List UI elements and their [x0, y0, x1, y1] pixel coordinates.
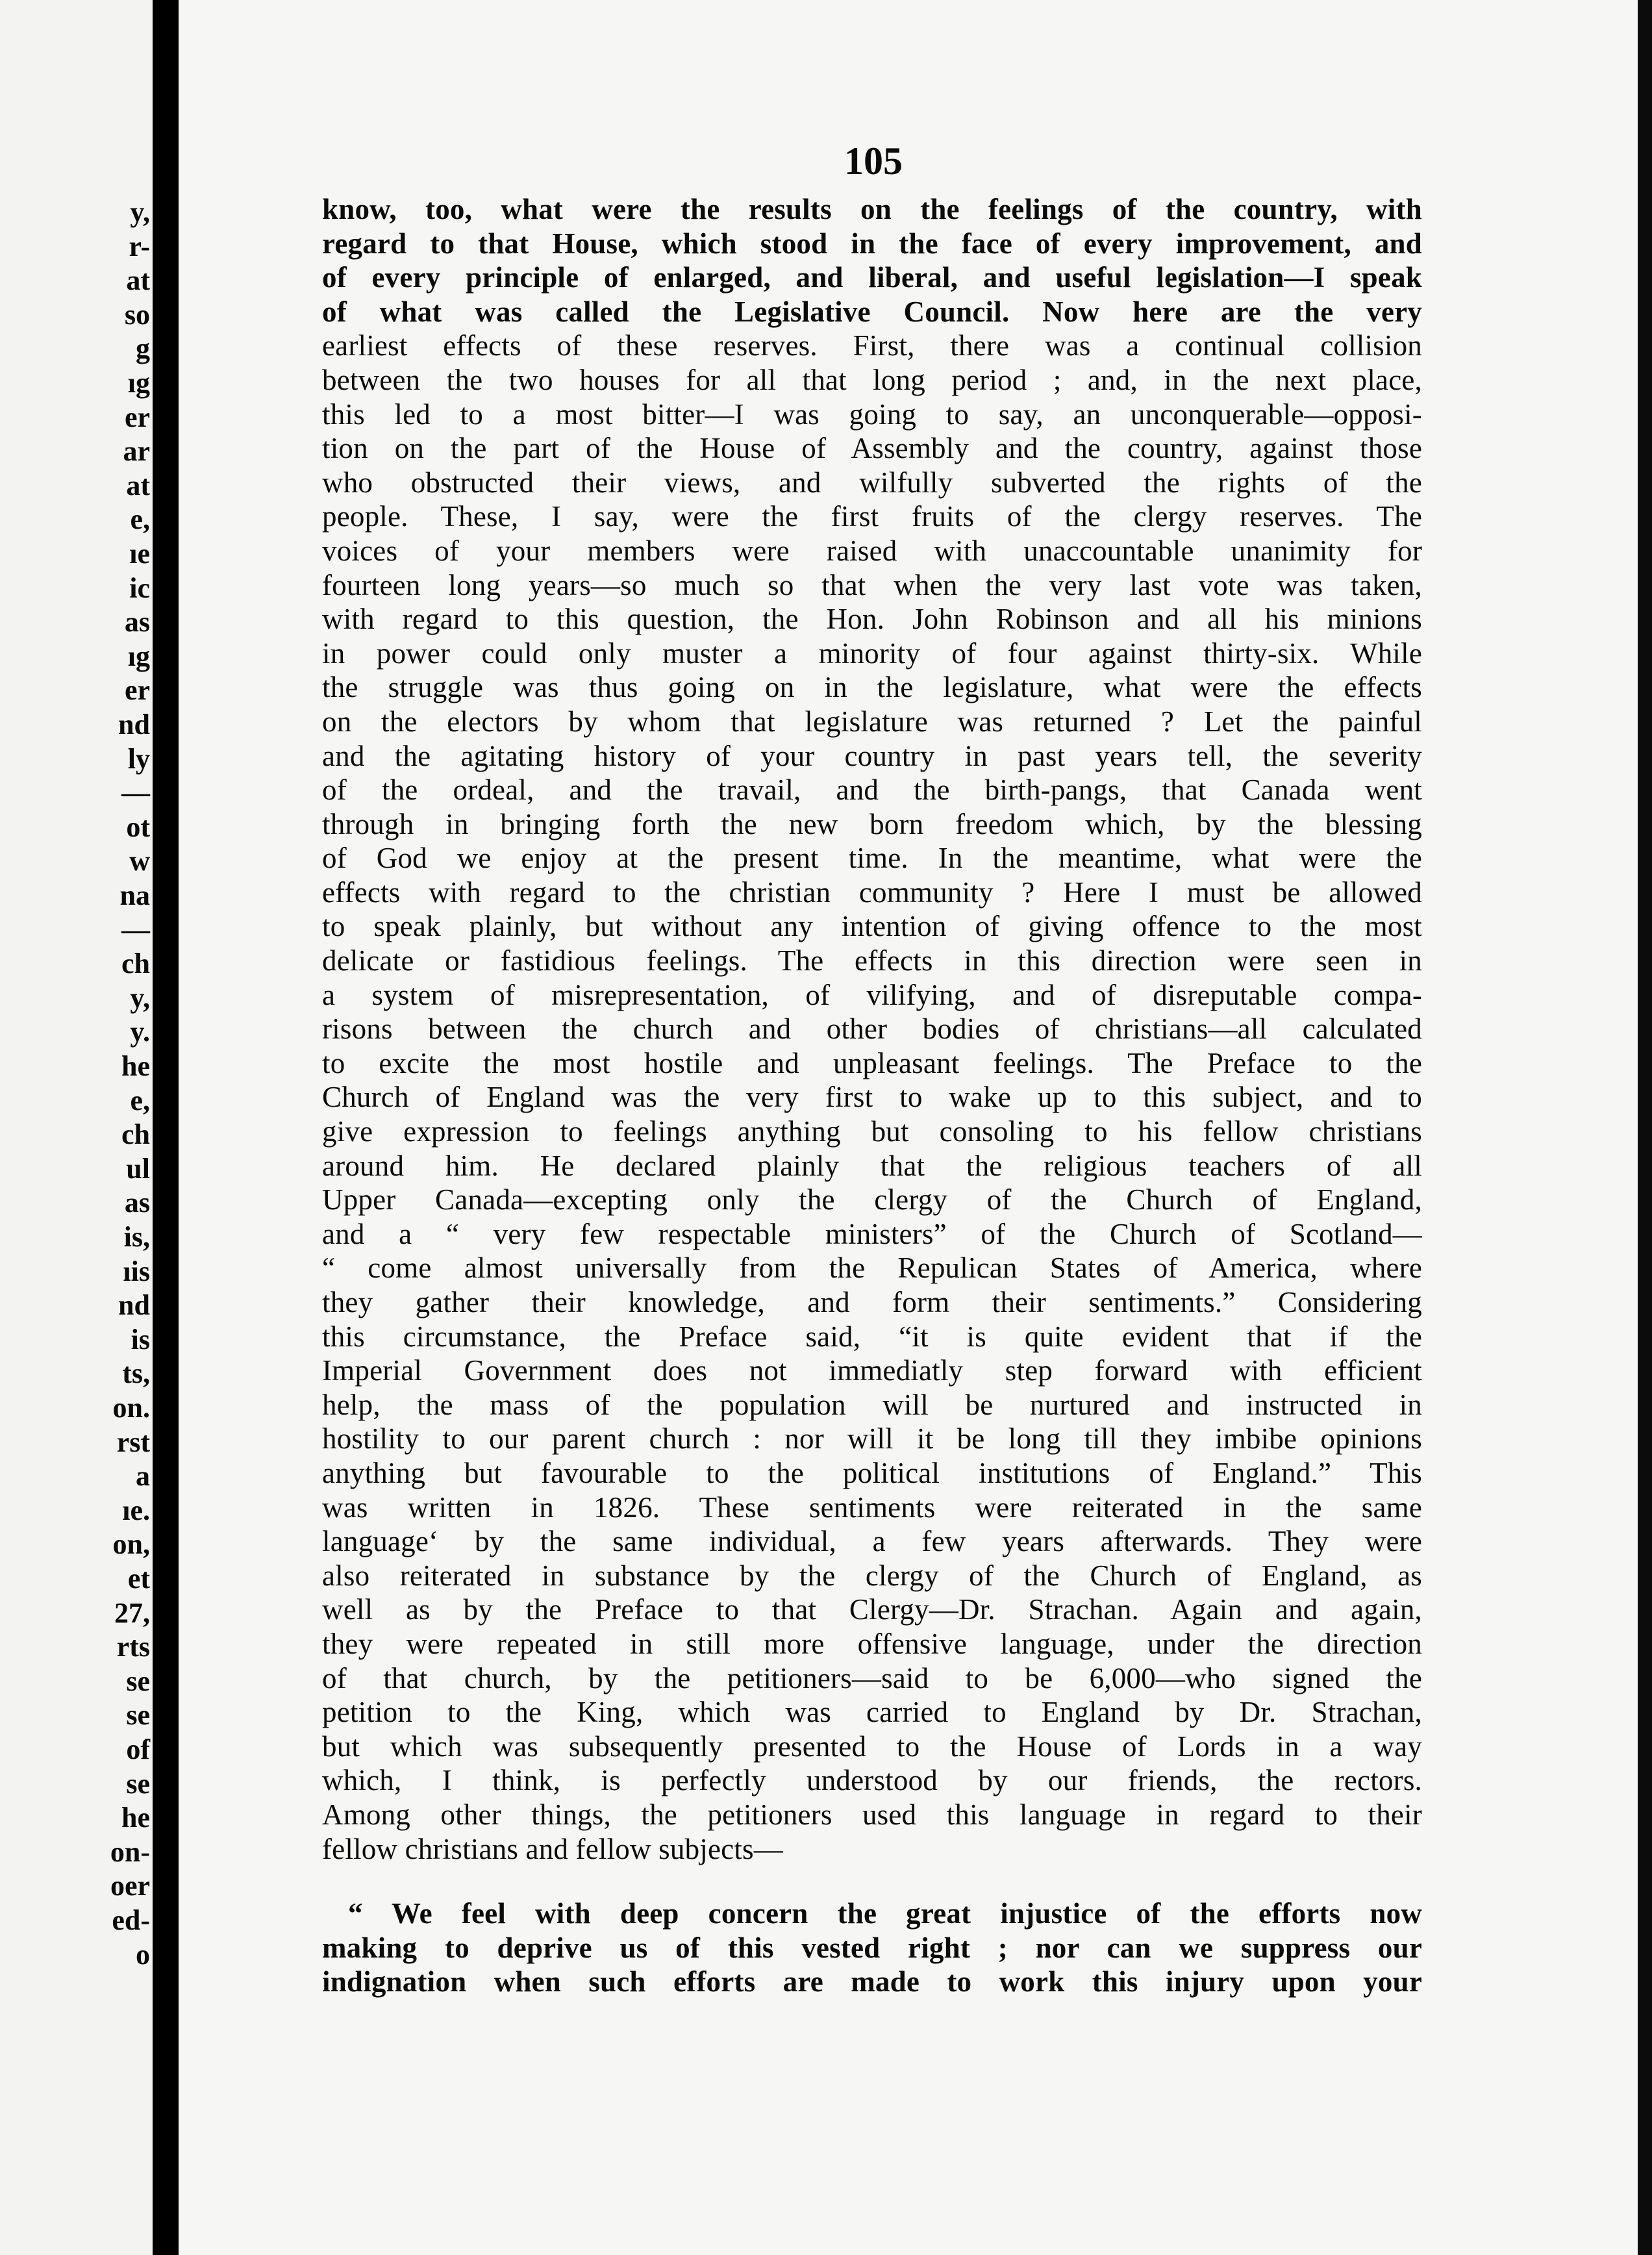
facing-page-fragment: er	[124, 401, 150, 433]
text-line: hostility to our parent church : nor will it be long till they imbibe opinions	[322, 1422, 1422, 1455]
text-line: of that church, by the petitioners—said to be 6,000—who signed the	[322, 1661, 1422, 1694]
facing-page-fragment: ch	[121, 1118, 150, 1151]
quote-line: “ We feel with deep concern the great injustice of the efforts now	[348, 1897, 1422, 1930]
text-line: of God we enjoy at the present time. In the meantime, what were the	[322, 842, 1422, 875]
facing-page-fragment: se	[126, 1699, 150, 1732]
facing-page-fragment: on.	[112, 1392, 150, 1424]
facing-page-fragment: ıg	[127, 640, 150, 672]
book-gutter	[153, 0, 179, 2255]
facing-page-fragment: ot	[126, 811, 150, 843]
facing-page-fragment: rts	[116, 1631, 150, 1663]
facing-page-fragment: as	[124, 1187, 150, 1219]
text-line: fourteen long years—so much so that when the very last vote was taken,	[322, 568, 1422, 601]
facing-page-fragment: oer	[110, 1870, 150, 1902]
facing-page-fragment: e,	[130, 1084, 150, 1116]
facing-page-fragment: ıe.	[122, 1494, 150, 1526]
text-line: this led to a most bitter—I was going to say, an unconquerable—opposi-	[322, 397, 1422, 431]
text-line: earliest effects of these reserves. First, there was a continual collision	[322, 329, 1422, 362]
facing-page-fragment: ic	[129, 572, 150, 604]
text-line: know, too, what were the results on the feelings of the country, with	[322, 193, 1422, 225]
facing-page-fragment: on,	[112, 1528, 150, 1561]
facing-page-fragment: ed-	[112, 1904, 150, 1936]
text-line: risons between the church and other bodies of christians—all calculated	[322, 1013, 1422, 1046]
facing-page-fragment: er	[124, 674, 150, 707]
text-line: of every principle of enlarged, and liberal, and useful legislation—I speak	[322, 261, 1422, 294]
page-right-shadow	[1638, 0, 1652, 2255]
facing-page-fragment: as	[124, 606, 150, 638]
facing-page-fragment: at	[126, 469, 150, 501]
text-line: the struggle was thus going on in the legislature, what were the effects	[322, 671, 1422, 704]
facing-page-fragment: 27,	[114, 1596, 150, 1629]
facing-page-fragment: na	[119, 879, 150, 911]
facing-page-fragment: r-	[129, 230, 150, 262]
text-line: “ come almost universally from the Repulican States of America, where	[322, 1252, 1422, 1285]
facing-page-fragment: is,	[123, 1221, 150, 1253]
facing-page-fragment: ar	[123, 435, 150, 468]
text-line: of the ordeal, and the travail, and the birth-pangs, that Canada went	[322, 774, 1422, 807]
text-line: tion on the part of the House of Assembly and the country, against those	[322, 432, 1422, 465]
text-line: Upper Canada—excepting only the clergy of the Church of England,	[322, 1183, 1422, 1216]
facing-page-fragment: y,	[130, 981, 150, 1014]
text-line: effects with regard to the christian community ? Here I must be allowed	[322, 876, 1422, 909]
text-line: help, the mass of the population will be nurtured and instructed in	[322, 1388, 1422, 1421]
text-line: to excite the most hostile and unpleasant feelings. The Preface to the	[322, 1046, 1422, 1079]
facing-page-fragment: ul	[126, 1152, 150, 1185]
text-line: around him. He declared plainly that the religious teachers of all	[322, 1149, 1422, 1182]
text-line: Imperial Government does not immediatly step forward with efficient	[322, 1354, 1422, 1387]
facing-page-fragment: rst	[116, 1426, 150, 1458]
text-line: but which was subsequently presented to the House of Lords in a way	[322, 1730, 1422, 1763]
facing-page-fragment: ıg	[127, 367, 150, 399]
facing-page-fragment: at	[126, 264, 150, 297]
text-line: of what was called the Legislative Council. Now here are the very	[322, 295, 1422, 328]
text-line: this circumstance, the Preface said, “it is quite evident that if the	[322, 1320, 1422, 1353]
facing-page-fragment: se	[126, 1767, 150, 1800]
text-line: they gather their knowledge, and form their sentiments.” Considering	[322, 1286, 1422, 1318]
facing-page-fragment: ıe	[129, 538, 150, 570]
text-line: petition to the King, which was carried to England by Dr. Strachan,	[322, 1696, 1422, 1729]
text-line: well as by the Preface to that Clergy—Dr. Strachan. Again and again,	[322, 1593, 1422, 1626]
facing-page-fragment: is	[131, 1323, 150, 1355]
text-line: anything but favourable to the political institutions of England.” This	[322, 1456, 1422, 1489]
text-line: regard to that House, which stood in the face of every improvement, and	[322, 227, 1422, 260]
facing-page-fragment: ts,	[122, 1357, 150, 1390]
text-line: through in bringing forth the new born freedom which, by the blessing	[322, 807, 1422, 840]
text-line: they were repeated in still more offensive language, under the direction	[322, 1627, 1422, 1660]
text-line: who obstructed their views, and wilfully subverted the rights of the	[322, 466, 1422, 499]
facing-page-edge	[0, 0, 153, 2255]
facing-page-fragment: nd	[118, 1289, 150, 1322]
facing-page-fragment: ch	[121, 948, 150, 980]
body-text	[322, 192, 1422, 1866]
text-line: and a “ very few respectable ministers” of the Church of Scotland—	[322, 1217, 1422, 1250]
text-line: with regard to this question, the Hon. John Robinson and all his minions	[322, 603, 1422, 636]
text-line: people. These, I say, were the first fruits of the clergy reserves. The	[322, 500, 1422, 533]
facing-page-fragment: o	[136, 1938, 150, 1971]
text-line: delicate or fastidious feelings. The effects in this direction were seen in	[322, 944, 1422, 977]
facing-page-fragment: se	[126, 1665, 150, 1697]
facing-page-fragment: et	[127, 1563, 150, 1594]
text-line: which, I think, is perfectly understood by our friends, the rectors.	[322, 1764, 1422, 1797]
quote-line: making to deprive us of this vested right ; nor can we suppress our	[322, 1931, 1422, 1964]
facing-page-fragment: ıis	[123, 1255, 150, 1287]
page-number: 105	[844, 140, 903, 183]
facing-page-fragment: he	[121, 1802, 150, 1834]
block-quote	[322, 1896, 1422, 1999]
facing-page-fragment: nd	[118, 709, 150, 740]
text-line: give expression to feelings anything but consoling to his fellow christians	[322, 1115, 1422, 1148]
facing-page-fragment: —	[121, 913, 150, 946]
text-line: between the two houses for all that long period ; and, in the next place,	[322, 363, 1422, 396]
facing-page-fragment: e,	[130, 503, 150, 536]
facing-page-fragment: g	[136, 333, 150, 365]
facing-page-fragment: on-	[110, 1835, 150, 1868]
text-line: language‘ by the same individual, a few years afterwards. They were	[322, 1525, 1422, 1558]
facing-page-fragment: —	[121, 777, 150, 809]
text-line: fellow christians and fellow subjects—	[322, 1832, 783, 1865]
facing-page-fragment: of	[126, 1733, 150, 1765]
text-line: a system of misrepresentation, of vilifying, and of disreputable compa-	[322, 978, 1422, 1011]
text-line: Church of England was the very first to wake up to this subject, and to	[322, 1081, 1422, 1114]
text-line: to speak plainly, but without any intention of giving offence to the most	[322, 910, 1422, 943]
facing-page-fragment: y,	[130, 196, 150, 228]
facing-page-fragment: ly	[127, 742, 150, 775]
text-line: also reiterated in substance by the clergy of the Church of England, as	[322, 1559, 1422, 1592]
text-line: voices of your members were raised with unaccountable unanimity for	[322, 534, 1422, 567]
text-line: was written in 1826. These sentiments were reiterated in the same	[322, 1491, 1422, 1524]
text-line: and the agitating history of your country in past years tell, the severity	[322, 739, 1422, 772]
facing-page-fragment: he	[121, 1050, 150, 1082]
text-line: Among other things, the petitioners used this language in regard to their	[322, 1798, 1422, 1831]
facing-page-fragment: w	[129, 845, 150, 877]
facing-page-fragment: so	[124, 298, 150, 331]
text-line: in power could only muster a minority of four against thirty-six. While	[322, 636, 1422, 670]
facing-page-fragment: a	[136, 1460, 150, 1493]
text-line: on the electors by whom that legislature was returned ? Let the painful	[322, 705, 1422, 738]
facing-page-fragment: y.	[130, 1016, 150, 1048]
quote-line: indignation when such efforts are made to work this injury upon your	[322, 1965, 1422, 1998]
